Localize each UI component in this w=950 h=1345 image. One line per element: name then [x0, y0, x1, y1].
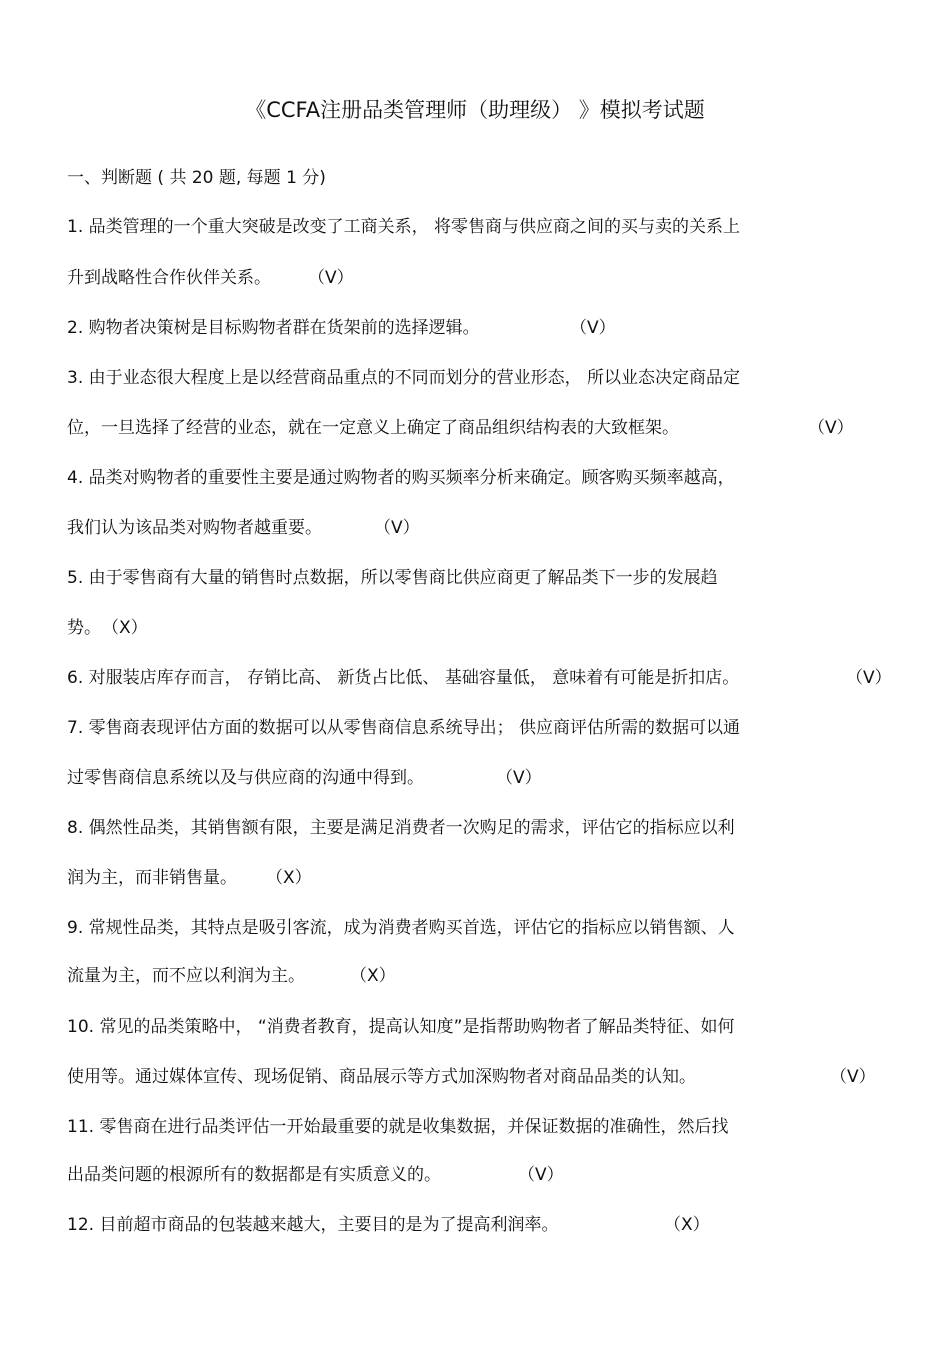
- question-5-line-2: 势。: [67, 618, 101, 638]
- question-1-answer: （V）: [308, 268, 354, 288]
- question-3-line-1: 3. 由于业态很大程度上是以经营商品重点的不同而划分的营业形态， 所以业态决定商品定: [67, 368, 741, 388]
- question-3-answer: （V）: [808, 418, 854, 438]
- question-4-answer: （V）: [374, 518, 420, 538]
- question-6-line-1: 6. 对服装店库存而言， 存销比高、 新货占比低、 基础容量低， 意味着有可能是折扣店。: [67, 668, 740, 688]
- question-5-answer: （X）: [102, 618, 148, 638]
- question-2-answer: （V）: [570, 318, 616, 338]
- question-10-line-2: 使用等。通过媒体宣传、现场促销、商品展示等方式加深购物者对商品品类的认知。: [67, 1067, 696, 1087]
- question-3-line-2: 位，一旦选择了经营的业态，就在一定意义上确定了商品组织结构表的大致框架。: [67, 418, 679, 438]
- question-1-line-2: 升到战略性合作伙伴关系。: [67, 268, 271, 288]
- question-4-line-1: 4. 品类对购物者的重要性主要是通过购物者的购买频率分析来确定。顾客购买频率越高，: [67, 468, 735, 488]
- question-2-line-1: 2. 购物者决策树是目标购物者群在货架前的选择逻辑。: [67, 318, 480, 338]
- question-1-line-1: 1. 品类管理的一个重大突破是改变了工商关系， 将零售商与供应商之间的买与卖的关系上: [67, 217, 741, 237]
- question-10-line-1: 10. 常见的品类策略中， “消费者教育，提高认知度”是指帮助购物者了解品类特征、如何: [67, 1017, 735, 1037]
- question-9-answer: （X）: [350, 966, 396, 986]
- section-heading: 一、判断题 ( 共 20 题, 每题 1 分): [67, 168, 326, 188]
- question-5-line-1: 5. 由于零售商有大量的销售时点数据，所以零售商比供应商更了解品类下一步的发展趋: [67, 568, 718, 588]
- question-7-line-2: 过零售商信息系统以及与供应商的沟通中得到。: [67, 768, 424, 788]
- question-11-line-2: 出品类问题的根源所有的数据都是有实质意义的。: [67, 1165, 441, 1185]
- question-11-answer: （V）: [518, 1165, 564, 1185]
- question-10-answer: （V）: [830, 1067, 876, 1087]
- question-12-answer: （X）: [664, 1215, 710, 1235]
- question-9-line-1: 9. 常规性品类，其特点是吸引客流，成为消费者购买首选，评估它的指标应以销售额、人: [67, 918, 735, 938]
- question-9-line-2: 流量为主，而不应以利润为主。: [67, 966, 305, 986]
- question-11-line-1: 11. 零售商在进行品类评估一开始最重要的就是收集数据，并保证数据的准确性，然后找: [67, 1117, 729, 1137]
- question-12-line-1: 12. 目前超市商品的包装越来越大，主要目的是为了提高利润率。: [67, 1215, 559, 1235]
- document-title: 《CCFA注册品类管理师（助理级） 》模拟考试题: [245, 98, 705, 122]
- question-8-answer: （X）: [266, 868, 312, 888]
- question-7-answer: （V）: [496, 768, 542, 788]
- question-6-answer: （V）: [846, 668, 892, 688]
- question-8-line-1: 8. 偶然性品类，其销售额有限，主要是满足消费者一次购足的需求，评估它的指标应以利: [67, 818, 735, 838]
- question-4-line-2: 我们认为该品类对购物者越重要。: [67, 518, 322, 538]
- question-8-line-2: 润为主，而非销售量。: [67, 868, 237, 888]
- question-7-line-1: 7. 零售商表现评估方面的数据可以从零售商信息系统导出； 供应商评估所需的数据可以通: [67, 718, 741, 738]
